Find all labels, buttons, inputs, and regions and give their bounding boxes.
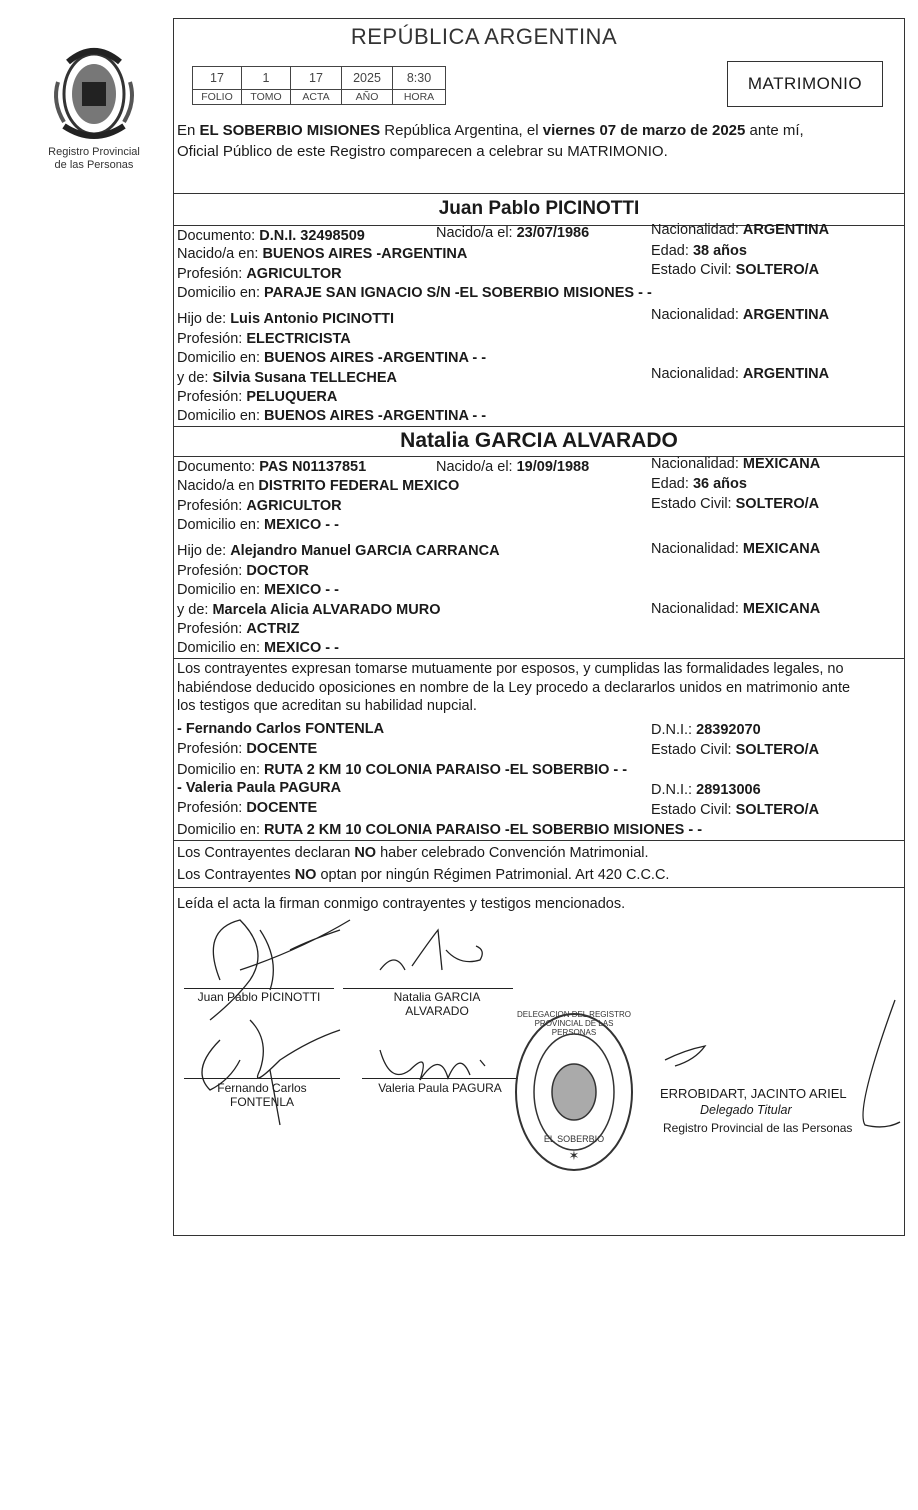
c1-civil-status: Estado Civil: SOLTERO/A bbox=[651, 262, 820, 278]
c2-father-address: Domicilio en: MEXICO - - bbox=[177, 582, 339, 598]
intro-line-1: En EL SOBERBIO MISIONES República Argentina, el viernes 07 de marzo de 2025 ante mí, bbox=[177, 122, 804, 139]
tomo-label: TOMO bbox=[242, 90, 291, 105]
c2-address: Domicilio en: MEXICO - - bbox=[177, 517, 339, 533]
signature-line bbox=[343, 988, 513, 989]
witness-1-civil-status: Estado Civil: SOLTERO/A bbox=[651, 742, 820, 758]
folio-value: 17 bbox=[193, 67, 242, 90]
c1-age: Edad: 38 años bbox=[651, 243, 747, 259]
registry-logo bbox=[48, 42, 140, 142]
c2-father: Hijo de: Alejandro Manuel GARCIA CARRANCA bbox=[177, 543, 500, 559]
contrayente-1-name: Juan Pablo PICINOTTI bbox=[438, 198, 640, 219]
c2-father-profession: Profesión: DOCTOR bbox=[177, 563, 309, 579]
c1-address: Domicilio en: PARAJE SAN IGNACIO S/N -EL SOBERBIO MISIONES - - bbox=[177, 285, 652, 301]
official-seal: ✶ DELEGACION DEL REGISTRO PROVINCIAL DE LAS PERSONAS EL SOBERBIO bbox=[512, 1010, 636, 1174]
c1-mother-address: Domicilio en: BUENOS AIRES -ARGENTINA - - bbox=[177, 408, 487, 424]
witness-2-dni: D.N.I.: 28913006 bbox=[651, 782, 761, 798]
divider bbox=[174, 193, 904, 194]
c2-father-nationality: Nacionalidad: MEXICANA bbox=[651, 541, 821, 557]
witness-1-address: Domicilio en: RUTA 2 KM 10 COLONIA PARAISO -EL SOBERBIO - - bbox=[177, 762, 628, 778]
c2-mother: y de: Marcela Alicia ALVARADO MURO bbox=[177, 602, 441, 618]
anio-label: AÑO bbox=[342, 90, 393, 105]
witness-1-profession: Profesión: DOCENTE bbox=[177, 741, 318, 757]
witness-2-address: Domicilio en: RUTA 2 KM 10 COLONIA PARAISO -EL SOBERBIO MISIONES - - bbox=[177, 822, 703, 838]
witness-1-dni: D.N.I.: 28392070 bbox=[651, 722, 761, 738]
signature-line bbox=[362, 1078, 518, 1079]
c1-mother-profession: Profesión: PELUQUERA bbox=[177, 389, 338, 405]
acta-label: ACTA bbox=[291, 90, 342, 105]
hora-value: 8:30 bbox=[393, 67, 446, 90]
document-title: REPÚBLICA ARGENTINA bbox=[350, 24, 618, 49]
declaration-paragraph: Los contrayentes expresan tomarse mutuamente por esposos, y cumplidas las formalidades legales, no habiéndose deducido oposiciones en nombre de la Ley procedo a declararlos unidos en matrimonio ante los testigos que acreditan su habilidad nupcial. bbox=[177, 661, 851, 714]
c1-document: Documento: D.N.I. 32498509 bbox=[177, 228, 365, 244]
logo-caption: Registro Provincial de las Personas bbox=[48, 146, 140, 171]
witness-2-civil-status: Estado Civil: SOLTERO/A bbox=[651, 802, 820, 818]
witness-2-name: - Valeria Paula PAGURA bbox=[177, 780, 342, 796]
c1-mother-nationality: Nacionalidad: ARGENTINA bbox=[651, 366, 830, 382]
c1-birthdate: Nacido/a el: 23/07/1986 bbox=[436, 225, 590, 241]
intro-line-2: Oficial Público de este Registro comparecen a celebrar su MATRIMONIO. bbox=[177, 143, 668, 160]
officer-role: Delegado Titular bbox=[700, 1103, 792, 1117]
c1-father-profession: Profesión: ELECTRICISTA bbox=[177, 331, 351, 347]
c2-mother-address: Domicilio en: MEXICO - - bbox=[177, 640, 339, 656]
divider bbox=[174, 658, 904, 659]
c2-civil-status: Estado Civil: SOLTERO/A bbox=[651, 496, 820, 512]
contrayente-2-name: Natalia GARCIA ALVARADO bbox=[400, 429, 678, 452]
witness-2-profession: Profesión: DOCENTE bbox=[177, 800, 318, 816]
c2-birthdate: Nacido/a el: 19/09/1988 bbox=[436, 459, 590, 475]
anio-value: 2025 bbox=[342, 67, 393, 90]
c2-nationality: Nacionalidad: MEXICANA bbox=[651, 456, 821, 472]
c2-age: Edad: 36 años bbox=[651, 476, 747, 492]
folio-label: FOLIO bbox=[193, 90, 242, 105]
witness-1-name: - Fernando Carlos FONTENLA bbox=[177, 721, 385, 737]
signature-caption-3: Fernando Carlos FONTENLA bbox=[217, 1081, 307, 1109]
c2-document: Documento: PAS N01137851 bbox=[177, 459, 367, 475]
officer-name: ERROBIDART, JACINTO ARIEL bbox=[660, 1086, 847, 1101]
c1-birthplace: Nacido/a en: BUENOS AIRES -ARGENTINA bbox=[177, 246, 468, 262]
c1-father: Hijo de: Luis Antonio PICINOTTI bbox=[177, 311, 394, 327]
c2-birthplace: Nacido/a en DISTRITO FEDERAL MEXICO bbox=[177, 478, 460, 494]
svg-text:✶: ✶ bbox=[568, 1149, 580, 1164]
patrimonial-regime-statement: Los Contrayentes NO optan por ningún Régimen Patrimonial. Art 420 C.C.C. bbox=[177, 867, 670, 883]
acta-value: 17 bbox=[291, 67, 342, 90]
c2-mother-nationality: Nacionalidad: MEXICANA bbox=[651, 601, 821, 617]
signature-line bbox=[184, 1078, 340, 1079]
divider bbox=[174, 840, 904, 841]
c1-mother: y de: Silvia Susana TELLECHEA bbox=[177, 370, 397, 386]
signature-caption-4: Valeria Paula PAGURA bbox=[378, 1081, 502, 1095]
divider bbox=[174, 887, 904, 888]
registry-table bbox=[192, 66, 446, 105]
signature-caption-1: Juan Pablo PICINOTTI bbox=[197, 990, 321, 1004]
c1-nationality: Nacionalidad: ARGENTINA bbox=[651, 222, 830, 238]
hora-label: HORA bbox=[393, 90, 446, 105]
closing-statement: Leída el acta la firman conmigo contrayentes y testigos mencionados. bbox=[177, 896, 626, 912]
c1-father-address: Domicilio en: BUENOS AIRES -ARGENTINA - - bbox=[177, 350, 487, 366]
coat-of-arms-icon bbox=[48, 42, 140, 142]
c1-profession: Profesión: AGRICULTOR bbox=[177, 266, 342, 282]
convention-statement: Los Contrayentes declaran NO haber celebrado Convención Matrimonial. bbox=[177, 845, 649, 861]
c1-father-nationality: Nacionalidad: ARGENTINA bbox=[651, 307, 830, 323]
signature-line bbox=[184, 988, 334, 989]
officer-organization: Registro Provincial de las Personas bbox=[663, 1121, 853, 1135]
c2-mother-profession: Profesión: ACTRIZ bbox=[177, 621, 300, 637]
divider bbox=[174, 426, 904, 427]
c2-profession: Profesión: AGRICULTOR bbox=[177, 498, 342, 514]
signature-caption-2: Natalia GARCIA ALVARADO bbox=[393, 990, 481, 1018]
act-type-box: MATRIMONIO bbox=[727, 61, 883, 107]
tomo-value: 1 bbox=[242, 67, 291, 90]
